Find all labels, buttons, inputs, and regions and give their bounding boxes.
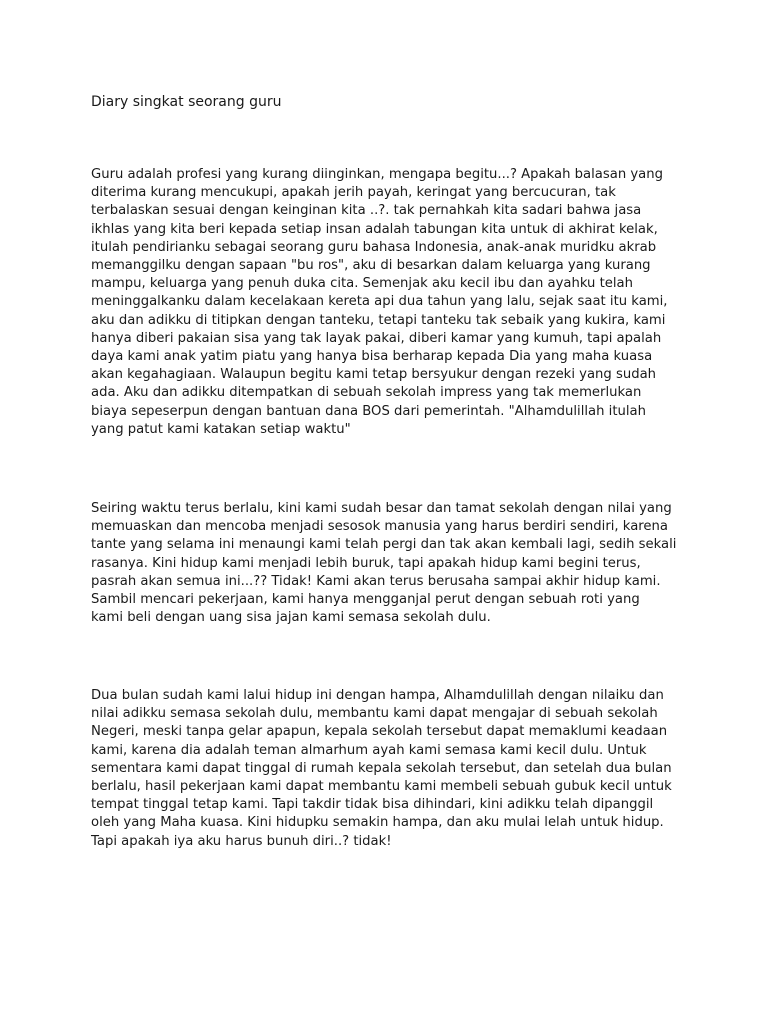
text-line: Seiring waktu terus berlalu, kini kami sudah besar dan tamat sekolah dengan nilai yang <box>91 501 672 516</box>
text-line: diterima kurang mencukupi, apakah jerih payah, keringat yang bercucuran, tak <box>91 185 616 201</box>
paragraph-1 <box>91 166 691 439</box>
text-line: meninggalkanku dalam kecelakaan kereta api dua tahun yang lalu, sejak saat itu kami, <box>91 294 668 310</box>
text-line: hanya diberi pakaian sisa yang tak layak pakai, diberi kamar yang kumuh, tapi apalah <box>91 330 662 346</box>
text-line: pasrah akan semua ini...?? Tidak! Kami akan terus berusaha sampai akhir hidup kami. <box>91 573 661 589</box>
text-line: aku dan adikku di titipkan dengan tanteku, tetapi tanteku tak sebaik yang kukira, kami <box>91 312 666 328</box>
text-line: Dua bulan sudah kami lalui hidup ini dengan hampa, Alhamdulillah dengan nilaiku dan <box>91 688 664 703</box>
text-line: ada. Aku dan adikku ditempatkan di sebuah sekolah impress yang tak memerlukan <box>91 385 642 401</box>
text-line: memanggilku dengan sapaan "bu ros", aku di besarkan dalam keluarga yang kurang <box>91 258 651 274</box>
text-line: biaya sepeserpun dengan bantuan dana BOS dari pemerintah. "Alhamdulillah itulah <box>91 403 646 419</box>
text-line: sementara kami dapat tinggal di rumah kepala sekolah tersebut, dan setelah dua bulan <box>91 760 672 776</box>
text-line: mampu, keluarga yang penuh duka cita. Semenjak aku kecil ibu dan ayahku telah <box>91 276 633 292</box>
text-line: oleh yang Maha kuasa. Kini hidupku semakin hampa, dan aku mulai lelah untuk hidup. <box>91 815 664 831</box>
text-line: Tapi apakah iya aku harus bunuh diri..? tidak! <box>91 833 392 849</box>
text-line: terbalaskan sesuai dengan keinginan kita ..?. tak pernahkah kita sadari bahwa jasa <box>91 203 642 219</box>
text-line: kami beli dengan uang sisa jajan kami semasa sekolah dulu. <box>91 610 491 626</box>
text-line: Guru adalah profesi yang kurang diinginkan, mengapa begitu...? Apakah balasan yang <box>91 167 663 182</box>
document-title: Diary singkat seorang guru <box>91 94 282 110</box>
text-line: Sambil mencari pekerjaan, kami hanya mengganjal perut dengan sebuah roti yang <box>91 592 640 608</box>
text-line: ikhlas yang kita beri kepada setiap insan adalah tabungan kita untuk di akhirat kelak, <box>91 221 658 237</box>
text-line: tempat tinggal tetap kami. Tapi takdir tidak bisa dihindari, kini adikku telah dipanggil <box>91 797 654 813</box>
paragraph-2 <box>91 500 691 627</box>
text-line: daya kami anak yatim piatu yang hanya bisa berharap kepada Dia yang maha kuasa <box>91 349 653 365</box>
text-line: yang patut kami katakan setiap waktu" <box>91 421 351 437</box>
text-line: itulah pendirianku sebagai seorang guru bahasa Indonesia, anak-anak muridku akrab <box>91 239 657 255</box>
text-line: kami, karena dia adalah teman almarhum ayah kami semasa kami kecil dulu. Untuk <box>91 742 647 758</box>
text-line: nilai adikku semasa sekolah dulu, membantu kami dapat mengajar di sebuah sekolah <box>91 706 658 722</box>
text-line: akan kegahagiaan. Walaupun begitu kami tetap bersyukur dengan rezeki yang sudah <box>91 367 657 383</box>
paragraph-3 <box>91 687 691 851</box>
text-line: berlalu, hasil pekerjaan kami dapat membantu kami membeli sebuah gubuk kecil untuk <box>91 779 672 795</box>
text-line: memuaskan dan mencoba menjadi sesosok manusia yang harus berdiri sendiri, karena <box>91 519 668 535</box>
text-line: Negeri, meski tanpa gelar apapun, kepala sekolah tersebut dapat memaklumi keadaan <box>91 724 668 740</box>
text-line: rasanya. Kini hidup kami menjadi lebih buruk, tapi apakah hidup kami begini terus, <box>91 555 641 571</box>
text-line: tante yang selama ini menaungi kami telah pergi dan tak akan kembali lagi, sedih sekali <box>91 537 677 553</box>
